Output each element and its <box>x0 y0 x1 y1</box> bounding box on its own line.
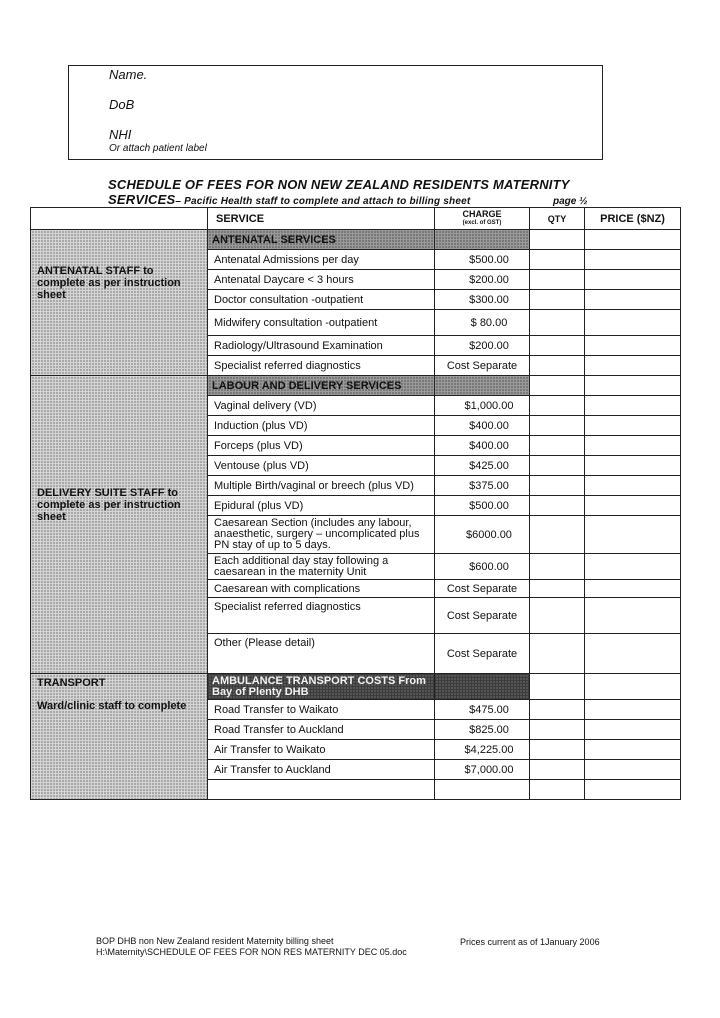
fees-table <box>30 207 681 800</box>
charge-cell: Cost Separate <box>435 580 530 598</box>
service-cell: Radiology/Ultrasound Examination <box>208 336 435 356</box>
price-cell[interactable] <box>585 270 681 290</box>
qty-cell[interactable] <box>530 416 585 436</box>
price-cell[interactable] <box>585 230 681 250</box>
service-cell[interactable] <box>208 780 435 800</box>
price-cell[interactable] <box>585 516 681 554</box>
footer-file-path: H:\Maternity\SCHEDULE OF FEES FOR NON RES MATERNITY DEC 05.doc <box>96 947 407 957</box>
service-header: SERVICE <box>208 208 435 230</box>
price-cell[interactable] <box>585 634 681 674</box>
antenatal-staff-note: ANTENATAL STAFF to complete as per instruction sheet <box>31 230 208 376</box>
antenatal-section-row <box>31 230 681 250</box>
price-cell[interactable] <box>585 740 681 760</box>
transport-section-header: AMBULANCE TRANSPORT COSTS From Bay of Plenty DHB <box>208 674 435 700</box>
antenatal-section-header: ANTENATAL SERVICES <box>208 230 435 250</box>
qty-header: QTY <box>530 208 585 230</box>
transport-staff-instruction: Ward/clinic staff to complete <box>37 700 187 712</box>
page-reference: page ½ <box>553 196 588 207</box>
service-cell: Road Transfer to Waikato <box>208 700 435 720</box>
charge-cell: $200.00 <box>435 270 530 290</box>
service-cell: Doctor consultation -outpatient <box>208 290 435 310</box>
charge-cell: $400.00 <box>435 416 530 436</box>
qty-cell[interactable] <box>530 436 585 456</box>
qty-cell[interactable] <box>530 356 585 376</box>
service-cell: Antenatal Daycare < 3 hours <box>208 270 435 290</box>
qty-cell[interactable] <box>530 516 585 554</box>
price-header: PRICE ($NZ) <box>585 208 681 230</box>
title-line2-main: SERVICES <box>108 192 176 207</box>
price-cell[interactable] <box>585 250 681 270</box>
charge-cell: $375.00 <box>435 476 530 496</box>
charge-cell: $475.00 <box>435 700 530 720</box>
qty-cell[interactable] <box>530 476 585 496</box>
price-cell[interactable] <box>585 416 681 436</box>
qty-cell[interactable] <box>530 598 585 634</box>
price-cell[interactable] <box>585 290 681 310</box>
section-header-fill <box>435 230 530 250</box>
charge-cell: $300.00 <box>435 290 530 310</box>
qty-cell[interactable] <box>530 700 585 720</box>
footer-left <box>96 936 407 958</box>
service-cell: Caesarean Section (includes any labour, anaesthetic, surgery – uncomplicated plus PN stay of up to 5 days. <box>208 516 435 554</box>
price-cell[interactable] <box>585 476 681 496</box>
service-cell: Forceps (plus VD) <box>208 436 435 456</box>
patient-label-box <box>68 65 603 160</box>
qty-cell[interactable] <box>530 554 585 580</box>
charge-cell: $400.00 <box>435 436 530 456</box>
service-cell: Vaginal delivery (VD) <box>208 396 435 416</box>
price-cell[interactable] <box>585 554 681 580</box>
title-line2-sub: – Pacific Health staff to complete and attach to billing sheet <box>175 196 471 207</box>
price-cell[interactable] <box>585 336 681 356</box>
charge-cell: $6000.00 <box>435 516 530 554</box>
price-cell[interactable] <box>585 376 681 396</box>
qty-cell[interactable] <box>530 336 585 356</box>
charge-cell: $200.00 <box>435 336 530 356</box>
prices-current-note: Prices current as of 1January 2006 <box>460 937 600 947</box>
qty-cell[interactable] <box>530 376 585 396</box>
section-header-fill <box>435 674 530 700</box>
service-cell: Specialist referred diagnostics <box>208 356 435 376</box>
charge-cell: Cost Separate <box>435 356 530 376</box>
price-cell[interactable] <box>585 356 681 376</box>
charge-header-label: CHARGE <box>462 208 502 219</box>
price-cell[interactable] <box>585 580 681 598</box>
service-cell: Other (Please detail) <box>208 634 435 674</box>
header-row <box>31 208 681 230</box>
patient-dob-label: DoB <box>109 97 135 112</box>
delivery-staff-note: DELIVERY SUITE STAFF to complete as per instruction sheet <box>31 376 208 674</box>
qty-cell[interactable] <box>530 310 585 336</box>
price-cell[interactable] <box>585 720 681 740</box>
document-title <box>108 177 608 209</box>
qty-cell[interactable] <box>530 780 585 800</box>
qty-cell[interactable] <box>530 674 585 700</box>
charge-cell: $4,225.00 <box>435 740 530 760</box>
service-cell: Specialist referred diagnostics <box>208 598 435 634</box>
charge-cell: Cost Separate <box>435 634 530 674</box>
transport-section-row <box>31 674 681 700</box>
charge-header-note: (excl. of GST) <box>462 219 502 226</box>
service-cell: Midwifery consultation -outpatient <box>208 310 435 336</box>
charge-cell: $7,000.00 <box>435 760 530 780</box>
qty-cell[interactable] <box>530 230 585 250</box>
charge-header <box>435 208 530 230</box>
service-cell: Road Transfer to Auckland <box>208 720 435 740</box>
price-cell[interactable] <box>585 780 681 800</box>
charge-cell: $1,000.00 <box>435 396 530 416</box>
price-cell[interactable] <box>585 760 681 780</box>
qty-cell[interactable] <box>530 456 585 476</box>
title-line1: SCHEDULE OF FEES FOR NON NEW ZEALAND RESIDENTS MATERNITY <box>108 177 570 192</box>
charge-cell: $500.00 <box>435 496 530 516</box>
qty-cell[interactable] <box>530 250 585 270</box>
price-cell[interactable] <box>585 310 681 336</box>
qty-cell[interactable] <box>530 290 585 310</box>
qty-cell[interactable] <box>530 720 585 740</box>
section-header-fill <box>435 376 530 396</box>
price-cell[interactable] <box>585 396 681 416</box>
qty-cell[interactable] <box>530 740 585 760</box>
price-cell[interactable] <box>585 674 681 700</box>
patient-label-hint: Or attach patient label <box>109 143 207 154</box>
price-cell[interactable] <box>585 598 681 634</box>
service-cell: Air Transfer to Auckland <box>208 760 435 780</box>
service-cell: Multiple Birth/vaginal or breech (plus VD) <box>208 476 435 496</box>
transport-label: TRANSPORT <box>37 677 106 689</box>
qty-cell[interactable] <box>530 760 585 780</box>
service-cell: Antenatal Admissions per day <box>208 250 435 270</box>
price-cell[interactable] <box>585 496 681 516</box>
qty-cell[interactable] <box>530 580 585 598</box>
service-cell: Air Transfer to Waikato <box>208 740 435 760</box>
delivery-section-header: LABOUR AND DELIVERY SERVICES <box>208 376 435 396</box>
footer-line1: BOP DHB non New Zealand resident Maternity billing sheet <box>96 936 334 946</box>
blank-header-cell <box>31 208 208 230</box>
patient-nhi-label: NHI <box>109 127 132 142</box>
service-cell: Epidural (plus VD) <box>208 496 435 516</box>
service-cell: Caesarean with complications <box>208 580 435 598</box>
charge-cell: $500.00 <box>435 250 530 270</box>
price-cell[interactable] <box>585 436 681 456</box>
qty-cell[interactable] <box>530 396 585 416</box>
charge-cell: $600.00 <box>435 554 530 580</box>
delivery-section-row <box>31 376 681 396</box>
qty-cell[interactable] <box>530 496 585 516</box>
service-cell: Ventouse (plus VD) <box>208 456 435 476</box>
service-cell: Induction (plus VD) <box>208 416 435 436</box>
service-cell: Each additional day stay following a caesarean in the maternity Unit <box>208 554 435 580</box>
charge-cell[interactable] <box>435 780 530 800</box>
price-cell[interactable] <box>585 700 681 720</box>
charge-cell: $ 80.00 <box>435 310 530 336</box>
price-cell[interactable] <box>585 456 681 476</box>
charge-cell: $425.00 <box>435 456 530 476</box>
qty-cell[interactable] <box>530 634 585 674</box>
charge-cell: $825.00 <box>435 720 530 740</box>
qty-cell[interactable] <box>530 270 585 290</box>
charge-cell: Cost Separate <box>435 598 530 634</box>
transport-staff-note <box>31 674 208 800</box>
patient-name-label: Name. <box>109 67 148 82</box>
